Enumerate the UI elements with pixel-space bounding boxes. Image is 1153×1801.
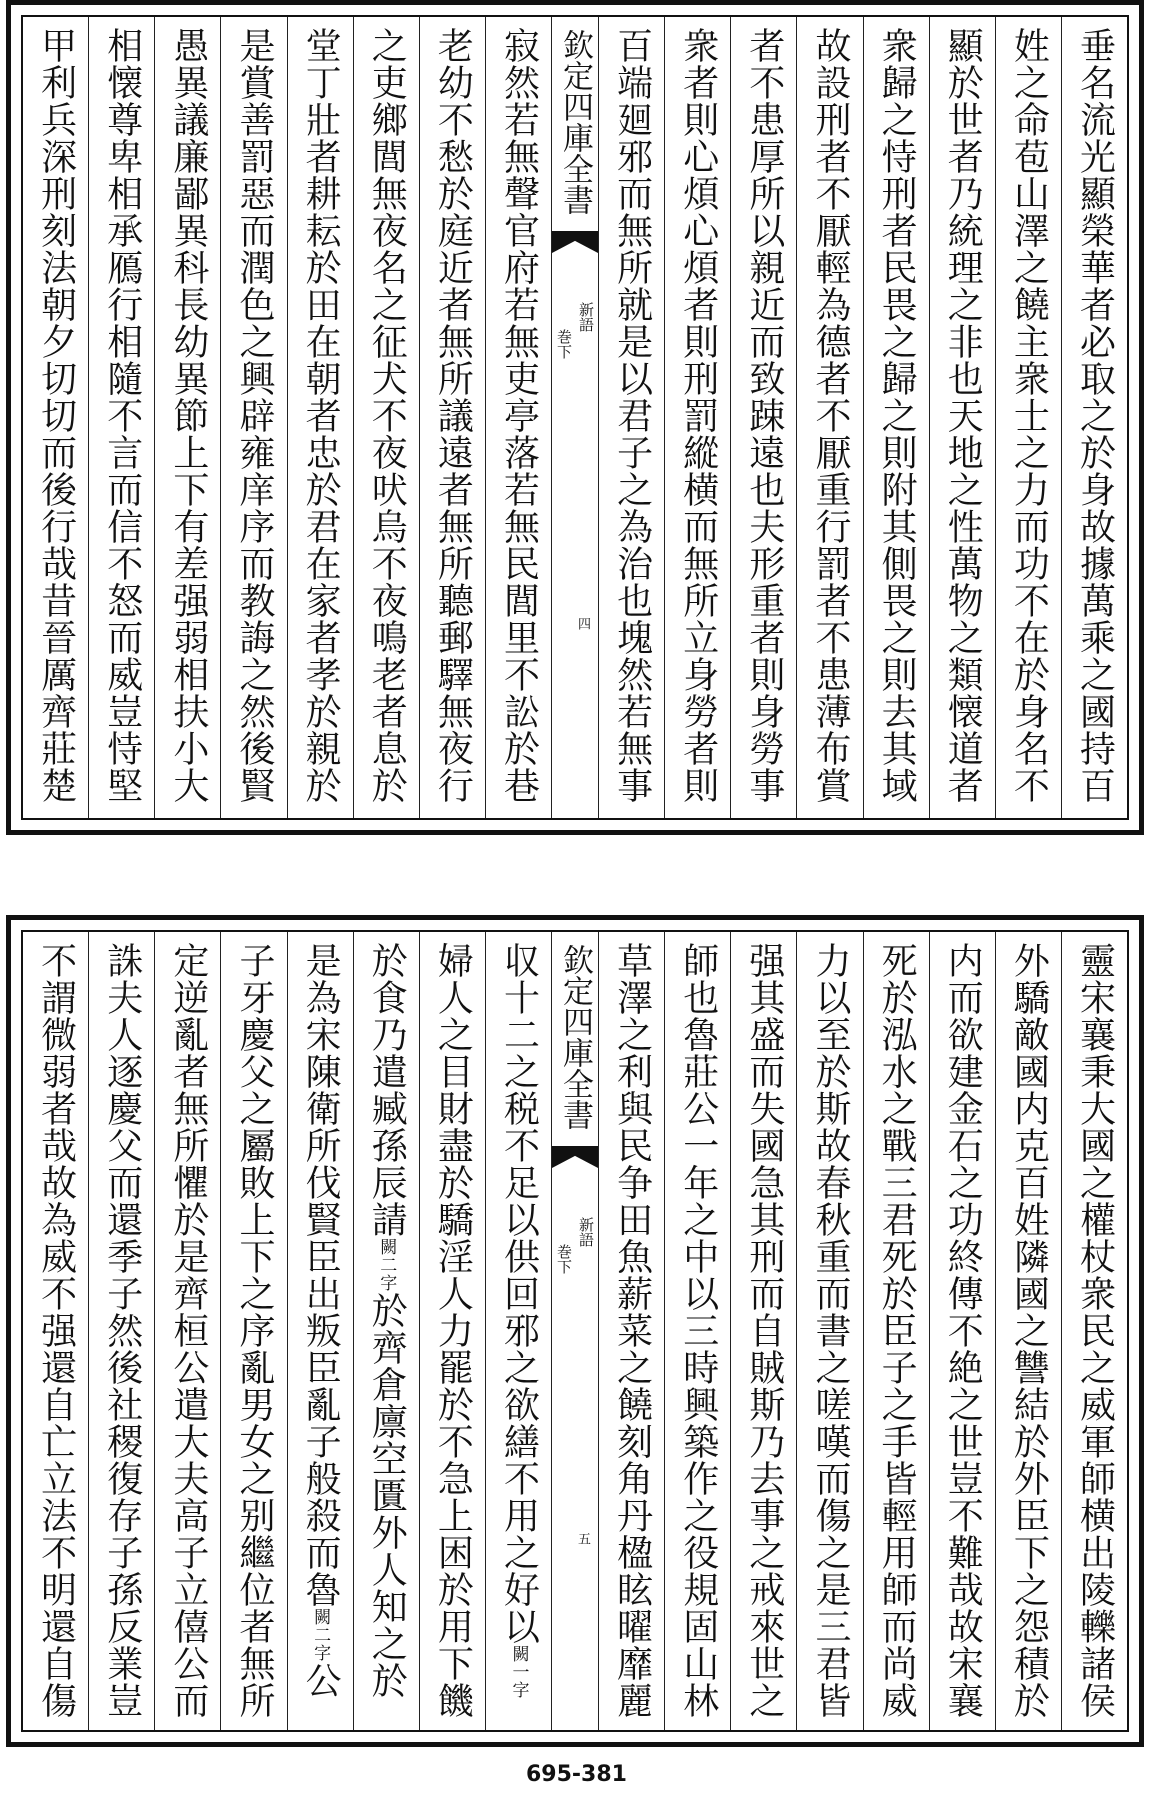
page-id: 695-381 [526, 1762, 627, 1787]
text-column [863, 17, 929, 818]
column-text-main: 収十二之税不足以供回邪之欲繕不用之好以 [498, 942, 540, 1645]
page-bottom [6, 915, 1144, 1747]
text-column [796, 17, 862, 818]
text-column [598, 932, 664, 1730]
column-text: 老幼不愁於庭近者無所議遠者無所聽郵驛無夜行 [432, 27, 474, 804]
leaf-number: 四 [575, 617, 590, 630]
column-text-main: 是為宋陳衛所伐賢臣出叛臣亂子般殺而魯 [300, 942, 342, 1608]
column-text: 强其盛而失國急其刑而自賊斯乃去事之戒來世之 [743, 942, 785, 1719]
text-column [664, 17, 730, 818]
fishtail-mark-icon [552, 231, 598, 253]
column-text [32, 932, 80, 1730]
text-column [287, 932, 353, 1730]
text-column [929, 932, 995, 1730]
text-column [23, 932, 88, 1730]
lacuna-note: 闕二字 [310, 1608, 331, 1662]
column-text-main: 婦人之目財盡於驕淫人力罷於不急上困於用下饑 [432, 942, 474, 1719]
column-text [428, 932, 476, 1730]
column-text: 是賞善罰惡而潤色之興辟雍庠序而教誨之然後賢 [233, 27, 275, 804]
column-text: 死於泓水之戰三君死於臣子之手皆輕用師而尚威 [876, 942, 918, 1719]
collection-title: 欽定四庫全書 [557, 29, 593, 215]
column-text: 故設刑者不厭輕為德者不厭重行罰者不患薄布賞 [809, 27, 851, 804]
column-text [164, 932, 212, 1730]
text-column [220, 17, 286, 818]
text-column [598, 17, 664, 818]
column-text: 甲利兵深刑刻法朝夕切切而後行哉昔晉厲齊莊楚 [35, 27, 77, 804]
text-column [730, 932, 796, 1730]
column-text: 寂然若無聲官府若無吏亭落若無民閭里不訟於巷 [498, 27, 540, 804]
volume-label: 巻下 [555, 329, 573, 359]
column-text: 師也魯莊公一年之中以三時興築作之役規固山林 [677, 942, 719, 1719]
column-text-main: 於食乃遣臧孫辰請 [366, 942, 408, 1238]
column-text: 外驕敵國内克百姓隣國之讐結於外臣下之怨積於 [1008, 942, 1050, 1719]
text-column [995, 17, 1061, 818]
text-column [88, 17, 154, 818]
text-block [21, 15, 1129, 820]
column-text: 力以至於斯故春秋重而書之嗟嘆而傷之是三君皆 [809, 942, 851, 1719]
center-fold-banxin [551, 17, 598, 818]
text-column [353, 932, 419, 1730]
column-text [98, 932, 146, 1730]
column-text-cont: 於齊倉廪空匱外人知之於 [366, 1292, 408, 1699]
text-column [419, 932, 485, 1730]
text-column [929, 17, 995, 818]
text-column [287, 17, 353, 818]
text-column [88, 932, 154, 1730]
column-text: 草澤之利與民争田魚薪菜之饒刻角丹楹眩曜靡麗 [611, 942, 653, 1719]
column-container [23, 932, 1127, 1730]
column-text-main: 定逆亂者無所懼於是齊桓公遣大夫高子立僖公而 [167, 942, 209, 1719]
column-text: 垂名流光顯榮華者必取之於身故據萬乘之國持百 [1074, 27, 1116, 804]
column-text: 者不患厚所以親近而致踈遠也夫形重者則身勞事 [743, 27, 785, 804]
text-column [796, 932, 862, 1730]
column-text: 靈宋襄秉大國之權杖衆民之威軍師横出陵轢諸侯 [1074, 942, 1116, 1719]
column-text [296, 932, 344, 1730]
text-column [220, 932, 286, 1730]
text-column [154, 17, 220, 818]
column-text: 堂丁壯者耕耘於田在朝者忠於君在家者孝於親於 [300, 27, 342, 804]
column-text: 衆者則心煩心煩者則刑罰縱横而無所立身勞者則 [677, 27, 719, 804]
column-text: 内而欲建金石之功終傳不絶之世豈不難哉故宋襄 [942, 942, 984, 1719]
text-column [23, 17, 88, 818]
collection-title: 欽定四庫全書 [557, 944, 593, 1130]
volume-label: 巻下 [555, 1244, 573, 1274]
lacuna-note: 闕一字 [508, 1645, 529, 1699]
page-top [6, 0, 1144, 835]
column-text-main: 誅夫人逐慶父而還季子然後社稷復存子孫反業豈 [101, 942, 143, 1719]
text-block [21, 930, 1129, 1732]
column-text: 百端廻邪而無所就是以君子之為治也塊然若無事 [611, 27, 653, 804]
column-text: 相懐尊卑相承鴈行相隨不言而信不怒而威豈恃堅 [101, 27, 143, 804]
fishtail-mark-icon [552, 1146, 598, 1168]
column-text [494, 932, 542, 1730]
column-text [362, 932, 410, 1730]
text-column [485, 17, 551, 818]
text-column [154, 932, 220, 1730]
center-fold-banxin [551, 932, 598, 1730]
text-column [995, 932, 1061, 1730]
outer-border [6, 0, 1144, 835]
column-text: 顯於世者乃統理之非也天地之性萬物之類懐道者 [942, 27, 984, 804]
column-text-main: 不謂微弱者哉故為威不强還自亡立法不明還自傷 [35, 942, 77, 1719]
outer-border [6, 915, 1144, 1747]
column-text-cont: 公 [300, 1662, 342, 1699]
lacuna-note: 闕二字 [376, 1238, 397, 1292]
column-text: 之吏鄉閭無夜名之征犬不夜吠烏不夜鳴老者息於 [366, 27, 408, 804]
leaf-number: 五 [575, 1532, 590, 1545]
text-column [1061, 17, 1127, 818]
column-text: 衆歸之恃刑者民畏之歸之則附其側畏之則去其域 [876, 27, 918, 804]
text-column [485, 932, 551, 1730]
book-title: 新語 [577, 1217, 595, 1247]
book-title: 新語 [577, 302, 595, 332]
text-column [1061, 932, 1127, 1730]
column-text-main: 子牙慶父之屬敗上下之序亂男女之别繼位者無所 [233, 942, 275, 1719]
text-column [664, 932, 730, 1730]
text-column [863, 932, 929, 1730]
text-column [353, 17, 419, 818]
text-column [730, 17, 796, 818]
column-text [230, 932, 278, 1730]
column-text: 愚異議廉鄙異科長幼異節上下有差强弱相扶小大 [167, 27, 209, 804]
column-text: 姓之命苞山澤之饒主衆士之力而功不在於身名不 [1008, 27, 1050, 804]
column-container [23, 17, 1127, 818]
text-column [419, 17, 485, 818]
